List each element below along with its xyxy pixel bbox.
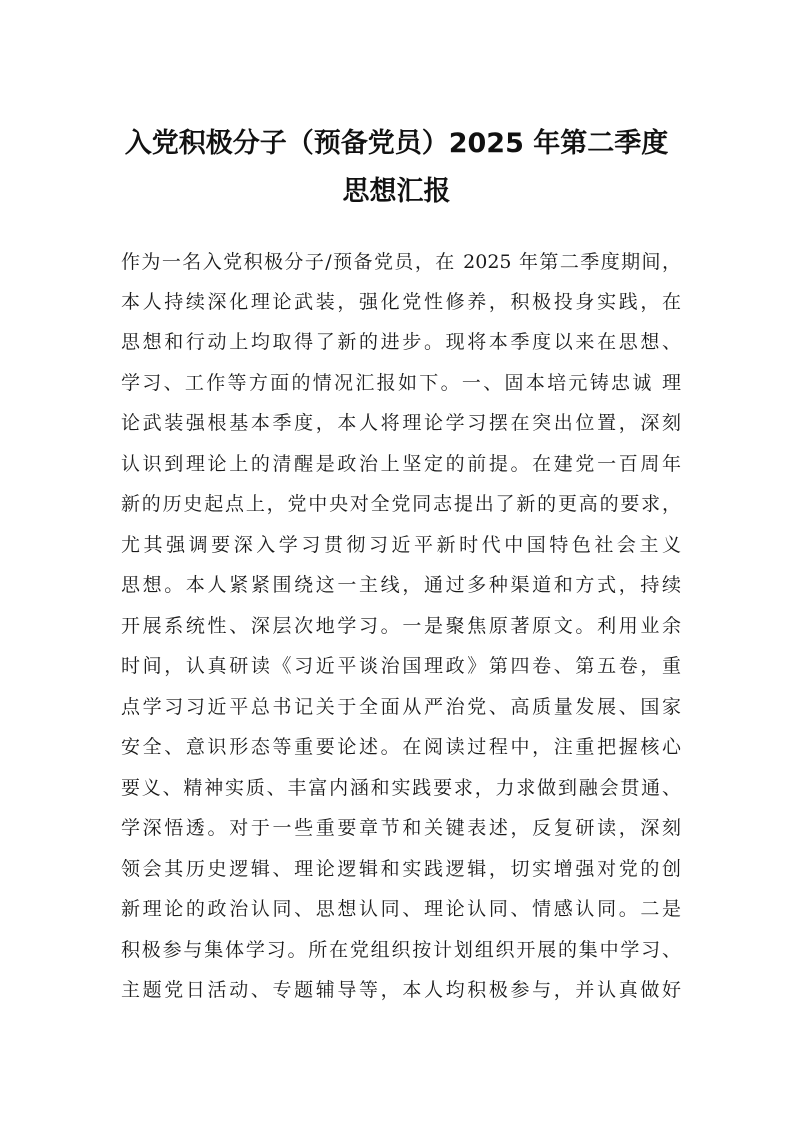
body-text-line: 尤其强调要深入学习贯彻习近平新时代中国特色社会主义 bbox=[121, 534, 681, 556]
document-title-line-2: 思想汇报 bbox=[342, 176, 451, 207]
body-text-line: 点学习习近平总书记关于全面从严治党、高质量发展、国家 bbox=[121, 696, 681, 718]
body-text-line: 思想。本人紧紧围绕这一主线，通过多种渠道和方式，持续 bbox=[121, 574, 681, 596]
body-text-line: 认识到理论上的清醒是政治上坚定的前提。在建党一百周年 bbox=[121, 453, 681, 475]
body-text-line: 时间，认真研读《习近平谈治国理政》第四卷、第五卷，重 bbox=[121, 655, 681, 677]
body-text-line: 要义、精神实质、丰富内涵和实践要求，力求做到融会贯通、 bbox=[121, 777, 681, 799]
body-text-line: 作为一名入党积极分子/预备党员，在 2025 年第二季度期间， bbox=[121, 251, 681, 273]
body-text-line: 开展系统性、深层次地学习。一是聚焦原著原文。利用业余 bbox=[121, 615, 681, 637]
body-text-line: 安全、意识形态等重要论述。在阅读过程中，注重把握核心 bbox=[121, 736, 681, 758]
body-text-line: 本人持续深化理论武装，强化党性修养，积极投身实践，在 bbox=[121, 291, 681, 313]
body-text-line: 论武装强根基本季度，本人将理论学习摆在突出位置，深刻 bbox=[121, 412, 681, 434]
body-text-line: 学深悟透。对于一些重要章节和关键表述，反复研读，深刻 bbox=[121, 817, 681, 839]
body-text-line: 新理论的政治认同、思想认同、理论认同、情感认同。二是 bbox=[121, 898, 681, 920]
body-text-line: 思想和行动上均取得了新的进步。现将本季度以来在思想、 bbox=[121, 331, 681, 353]
body-text-line: 学习、工作等方面的情况汇报如下。一、固本培元铸忠诚 理 bbox=[121, 372, 681, 394]
body-text-line: 积极参与集体学习。所在党组织按计划组织开展的集中学习、 bbox=[121, 939, 681, 961]
body-text-line: 新的历史起点上，党中央对全党同志提出了新的更高的要求， bbox=[121, 493, 681, 515]
body-text-line: 领会其历史逻辑、理论逻辑和实践逻辑，切实增强对党的创 bbox=[121, 858, 681, 880]
body-text-line: 主题党日活动、专题辅导等，本人均积极参与，并认真做好 bbox=[121, 979, 681, 1001]
document-title-line-1: 入党积极分子（预备党员）2025 年第二季度 bbox=[124, 128, 669, 159]
